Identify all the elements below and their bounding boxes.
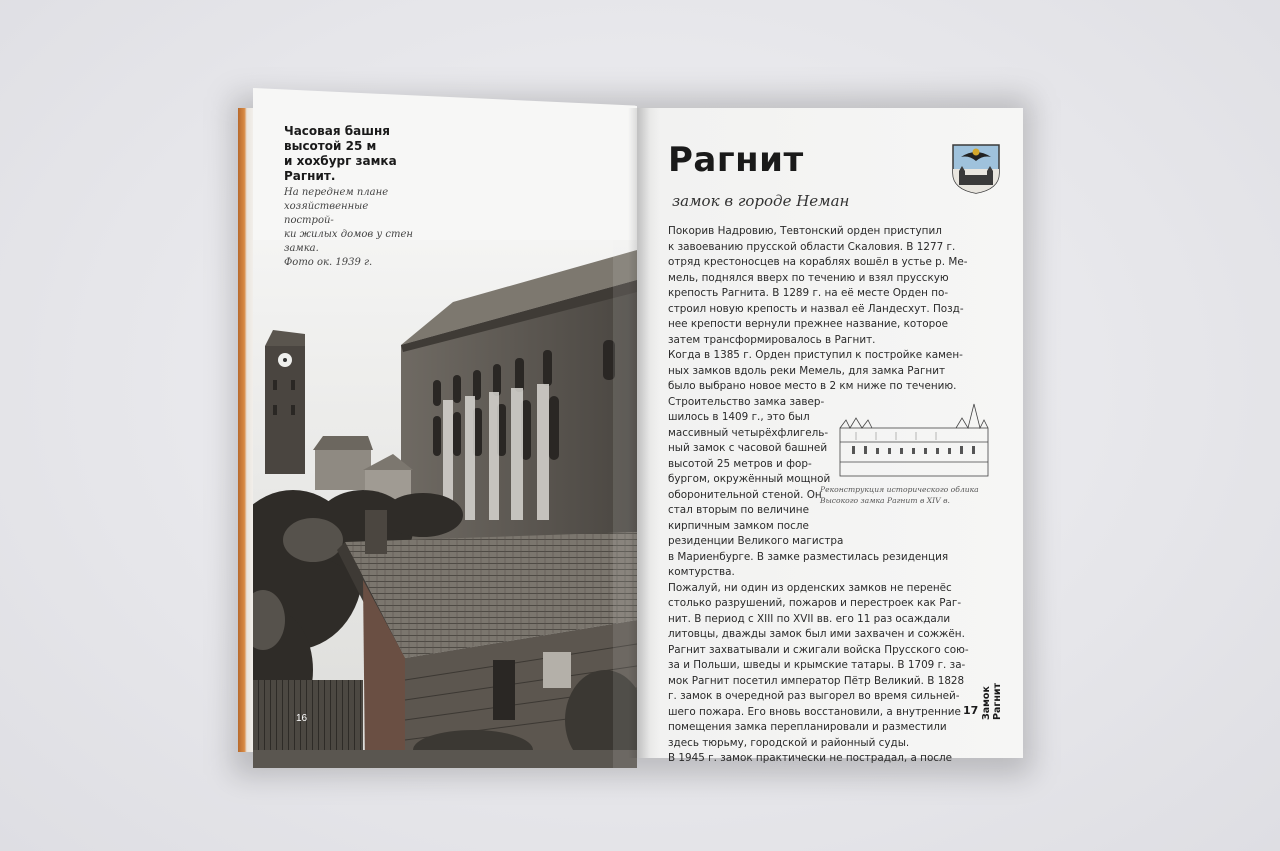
text-line: помещения замка перепланировали и разместили bbox=[668, 721, 947, 733]
caption-body-line: ки жилых домов у стен bbox=[284, 229, 413, 240]
text-line: ный замок с часовой башней bbox=[668, 442, 828, 454]
text-line: к завоеванию прусской области Скаловия. В 1277 г. bbox=[668, 240, 956, 253]
text-line: бургом, окружённый мощной bbox=[668, 473, 831, 485]
text-line: строил новую крепость и назвал её Ландесхут. Позд- bbox=[668, 302, 964, 315]
page-subtitle: замок в городе Неман bbox=[672, 192, 850, 210]
text-line: нит. В период с XIII по XVII вв. его 11 раз осаждали bbox=[668, 612, 951, 625]
text-line: было выбрано новое место в 2 км ниже по течению. bbox=[668, 380, 957, 392]
text-line: комтурства. bbox=[668, 566, 735, 578]
text-line: мель, поднялся вверх по течению и взял прусскую bbox=[668, 271, 949, 284]
text-line: г. замок в очередной раз выгорел во время сильней- bbox=[668, 690, 960, 702]
recon-caption-line: Реконструкция исторического облика bbox=[820, 485, 979, 494]
text-line: шего пожара. Его вновь восстановили, а внутренние bbox=[668, 705, 961, 718]
photo-caption-body bbox=[284, 186, 419, 270]
caption-title-line: высотой 25 м bbox=[284, 139, 377, 153]
caption-body-line: хозяйственные построй- bbox=[284, 201, 369, 226]
left-page-number: 16 bbox=[296, 713, 308, 724]
text-line: шилось в 1409 г., это был bbox=[668, 411, 810, 423]
text-line: за и Польши, шведы и крымские татары. В 1709 г. за- bbox=[668, 659, 966, 671]
text-line: отряд крестоносцев на кораблях вошёл в устье р. Ме- bbox=[668, 256, 968, 268]
caption-title-line: Рагнит. bbox=[284, 169, 336, 183]
text-line: кирпичным замком после bbox=[668, 519, 809, 532]
reconstruction-caption bbox=[820, 484, 996, 506]
text-line: затем трансформировалось в Рагнит. bbox=[668, 333, 876, 346]
text-line: нее крепости вернули прежнее название, которое bbox=[668, 318, 949, 330]
text-line: массивный четырёхфлигель- bbox=[668, 426, 829, 439]
caption-body-line: Фото ок. 1939 г. bbox=[284, 257, 373, 268]
text-line: Покорив Надровию, Тевтонский орден приступил bbox=[668, 225, 942, 237]
text-line: стал вторым по величине bbox=[668, 504, 809, 516]
text-line: высотой 25 метров и фор- bbox=[668, 457, 812, 470]
text-line: Строительство замка завер- bbox=[668, 395, 825, 408]
text-line: Когда в 1385 г. Орден приступил к постройке камен- bbox=[668, 349, 963, 361]
text-line: Пожалуй, ни один из орденских замков не перенёс bbox=[668, 581, 952, 594]
caption-title-line: и хохбург замка bbox=[284, 154, 397, 168]
text-line: в Мариенбурге. В замке разместилась резиденция bbox=[668, 550, 949, 563]
caption-title-line: Часовая башня bbox=[284, 124, 390, 138]
text-line: Рагнит захватывали и сжигали войска Прусского сою- bbox=[668, 643, 969, 656]
coat-of-arms-icon bbox=[951, 143, 1001, 195]
text-line: оборонительной стеной. Он bbox=[668, 488, 822, 501]
text-line: мок Рагнит посетил император Пётр Великий. В 1828 bbox=[668, 674, 965, 687]
text-line: крепость Рагнита. В 1289 г. на её месте Орден по- bbox=[668, 287, 949, 299]
caption-body-line: замка. bbox=[284, 243, 319, 254]
castle-reconstruction-drawing bbox=[836, 398, 992, 480]
text-line: столько разрушений, пожаров и перестроек как Раг- bbox=[668, 597, 962, 609]
castle-photo bbox=[253, 240, 637, 768]
running-header: Замок Рагнит bbox=[981, 682, 1003, 720]
text-line: В 1945 г. замок практически не пострадал, а после bbox=[668, 752, 953, 764]
book-gutter bbox=[628, 108, 650, 758]
text-line: литовцы, дважды замок был ими захвачен и сожжён. bbox=[668, 628, 965, 640]
right-page-number: 17 bbox=[963, 704, 979, 717]
book-edge bbox=[238, 108, 254, 752]
page-title: Рагнит bbox=[668, 140, 804, 180]
text-line: здесь тюрьму, городской и районный суды. bbox=[668, 736, 910, 749]
photo-caption-title bbox=[284, 124, 424, 184]
recon-caption-line: Высокого замка Рагнит в XIV в. bbox=[820, 496, 950, 505]
text-line: ных замков вдоль реки Мемель, для замка Рагнит bbox=[668, 364, 946, 377]
caption-body-line: На переднем плане bbox=[284, 187, 389, 198]
text-line: резиденции Великого магистра bbox=[668, 535, 844, 547]
